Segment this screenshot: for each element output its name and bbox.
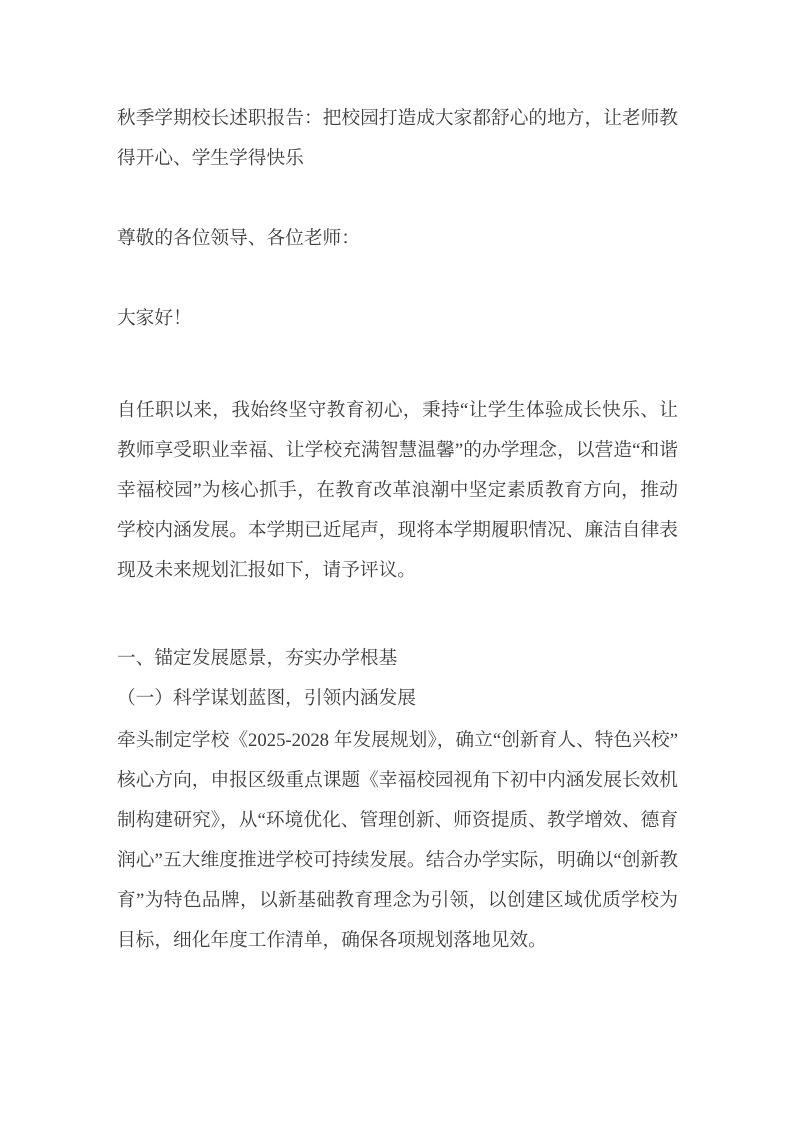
intro-paragraph: 自任职以来，我始终坚守教育初心，秉持“让学生体验成长快乐、让教师享受职业幸福、让学校充满智慧温馨”的办学理念，以营造“和谐幸福校园”为核心抓手，在教育改革浪潮中坚定素质教育方向，推动学校内涵发展。本学期已近尾声，现将本学期履职情况、廉洁自律表现及未来规划汇报如下，请予评议。 (117, 400, 678, 581)
salutation-line: 大家好！ (117, 308, 192, 329)
section-1-sub-1-body: 牵头制定学校《2025-2028 年发展规划》，确立“创新育人、特色兴校”核心方向，申报区级重点课题《幸福校园视角下初中内涵发展长效机制构建研究》，从“环境优化、管理创新、师资提质、教学增效、德育润心”五大维度推进学校可持续发展。结合办学实际，明确以“创新教育”为特色品牌，以新基础教育理念为引领，以创建区域优质学校为目标，细化年度工作清单，确保各项规划落地见效。 (117, 730, 678, 951)
greeting-line: 尊敬的各位领导、各位老师： (117, 228, 360, 249)
section-1-sub-1-heading: （一）科学谋划蓝图，引领内涵发展 (117, 688, 416, 709)
section-1-heading: 一、锚定发展愿景，夯实办学根基 (117, 648, 398, 669)
document-title: 秋季学期校长述职报告：把校园打造成大家都舒心的地方，让老师教得开心、学生学得快乐 (117, 108, 678, 169)
